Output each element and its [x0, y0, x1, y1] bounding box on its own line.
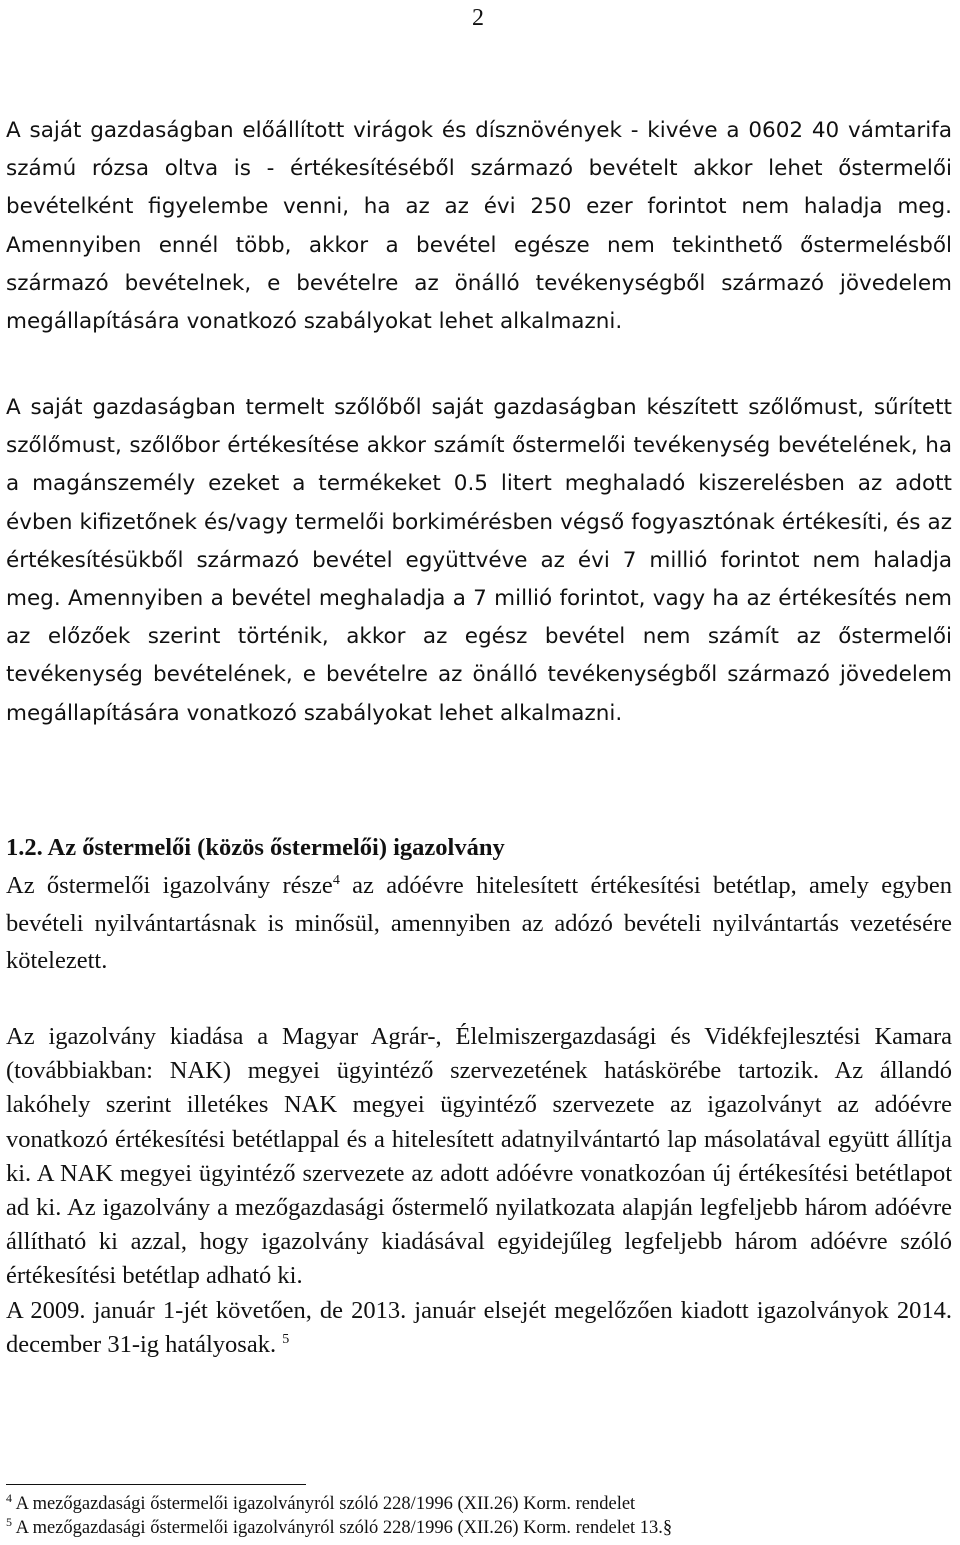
section-heading: 1.2. Az őstermelői (közös őstermelői) igazolvány — [6, 834, 505, 861]
footnote-number: 4 — [6, 1490, 12, 1505]
footnote-reference: 4 — [332, 872, 340, 888]
paragraph-id-card-issuance — [6, 1020, 952, 1362]
paragraph-text: az adóévre hitelesített értékesítési betétlap, amely egyben bevételi nyilvántartásnak is minősül, amennyiben az adózó bevételi nyilvántartás vezetésére kötelezett. — [6, 872, 952, 974]
paragraph-text: Az igazolvány kiadása a Magyar Agrár-, Élelmiszergazdasági és Vidékfejlesztési Kamara (továbbiakban: NAK) megyei ügyintéző szervezetének hatáskörébe tartozik. Az állandó lakóhely szerint illetékes NAK megyei ügyintéző szervezete az igazolványt az adóévre vonatkozó értékesítési betétlappal és a hitelesített adatnyilvántartó lap másolatával együtt állítja ki. A NAK megyei ügyintéző szervezete az adott adóévre vonatkozóan új értékesítési betétlapot ad ki. Az igazolvány a mezőgazdasági őstermelő nyilatkozata alapján legfeljebb három adóévre állítható ki azzal, hogy igazolvány kiadásával egyidejűleg legfeljebb három adóévre szóló értékesítési betétlap adható ki. — [6, 1023, 952, 1290]
page-number: 2 — [472, 5, 484, 31]
footnote — [6, 1516, 672, 1540]
footnote-text: A mezőgazdasági őstermelői igazolványról szóló 228/1996 (XII.26) Korm. rendelet — [15, 1494, 636, 1514]
footnote-divider — [6, 1484, 306, 1485]
validity-line: A 2009. január 1-jét követően, de 2013. január elsejét megelőzően kiadott igazolványok 2014. december 31-ig hatályosak. — [6, 1296, 952, 1358]
paragraph-wine-sales: A saját gazdaságban termelt szőlőből saját gazdaságban készített szőlőmust, sűrített szőlőmust, szőlőbor értékesítése akkor számít őstermelői tevékenység bevételének, ha a magánszemély ezeket a termékeket 0.5 litert meghaladó kiszerelésben az adott évben kifizetőnek és/vagy termelői borkimérésben végső fogyasztónak értékesíti, és az értékesítésükből származó bevétel együttvéve az évi 7 millió forintot nem haladja meg. Amennyiben a bevétel meghaladja a 7 millió forintot, vagy ha az értékesítés nem az előzőek szerint történik, akkor az egész bevétel nem számít az őstermelői tevékenység bevételének, e bevételre az önálló tevékenységből származó jövedelem megállapítására vonatkozó szabályokat lehet alkalmazni. — [6, 395, 952, 726]
paragraph-text: Az őstermelői igazolvány része — [6, 872, 333, 899]
footnote — [6, 1492, 635, 1516]
validity-text — [6, 1294, 952, 1362]
footnote-text: A mezőgazdasági őstermelői igazolványról szóló 228/1996 (XII.26) Korm. rendelet 13.§ — [15, 1518, 673, 1538]
paragraph-id-card-part — [6, 867, 952, 980]
footnote-number: 5 — [6, 1514, 12, 1529]
footnote-reference: 5 — [282, 1331, 290, 1347]
paragraph-flower-sales: A saját gazdaságban előállított virágok és dísznövények - kivéve a 0602 40 vámtarifa számú rózsa oltva is - értékesítéséből származó bevételt akkor lehet őstermelői bevételként figyelembe venni, ha az az évi 250 ezer forintot nem haladja meg. Amennyiben ennél több, akkor a bevétel egésze nem tekinthető őstermelésből származó bevételnek, e bevételre az önálló tevékenységből származó jövedelem megállapítására vonatkozó szabályokat lehet alkalmazni. — [6, 118, 952, 335]
